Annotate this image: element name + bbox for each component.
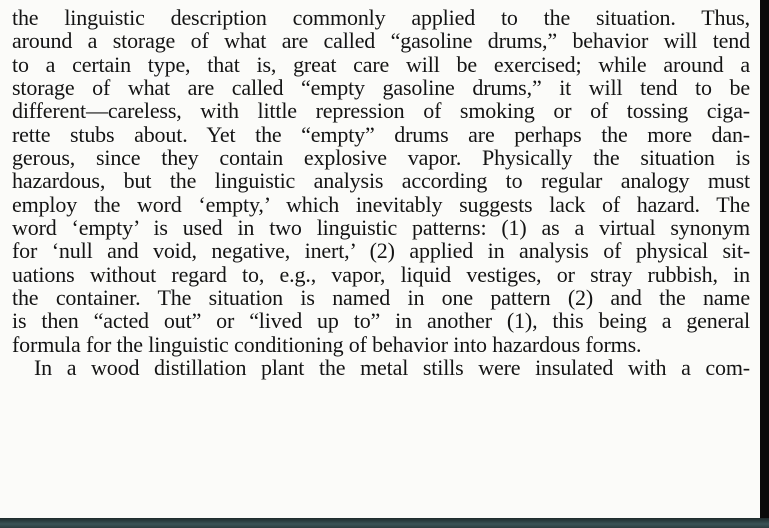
text-line: different—careless, with little repression of smoking or of tossing ciga- — [12, 98, 750, 124]
text-line-paragraph-start: In a wood distillation plant the metal stills were insulated with a com- — [34, 355, 750, 381]
screen-border-bottom — [0, 518, 769, 528]
text-line: uations without regard to, e.g., vapor, liquid vestiges, or stray rubbish, in — [12, 261, 750, 287]
text-line: word ‘empty’ is used in two linguistic patterns: (1) as a virtual synonym — [12, 215, 750, 241]
text-line: the container. The situation is named in one pattern (2) and the name — [12, 285, 750, 311]
text-line: formula for the linguistic conditioning of behavior into hazardous forms. — [12, 331, 642, 357]
screen-border-right — [760, 0, 769, 528]
text-line: for ‘null and void, negative, inert,’ (2) applied in analysis of physical sit- — [12, 238, 750, 264]
text-line: is then “acted out” or “lived up to” in another (1), this being a general — [12, 308, 750, 334]
text-line: hazardous, but the linguistic analysis according to regular analogy must — [12, 168, 750, 194]
text-line: around a storage of what are called “gasoline drums,” behavior will tend — [12, 28, 750, 54]
paragraph-text — [12, 0, 750, 380]
cut-off-text-line — [12, 505, 750, 518]
text-line: to a certain type, that is, great care will be exercised; while around a — [12, 51, 750, 77]
text-line: the linguistic description commonly applied to the situation. Thus, — [12, 5, 750, 30]
text-line: employ the word ‘empty,’ which inevitably suggests lack of hazard. The — [12, 191, 750, 217]
text-line: rette stubs about. Yet the “empty” drums are perhaps the more dan- — [12, 121, 750, 147]
text-line: gerous, since they contain explosive vapor. Physically the situation is — [12, 145, 750, 171]
text-line: storage of what are called “empty gasoline drums,” it will tend to be — [12, 75, 750, 101]
